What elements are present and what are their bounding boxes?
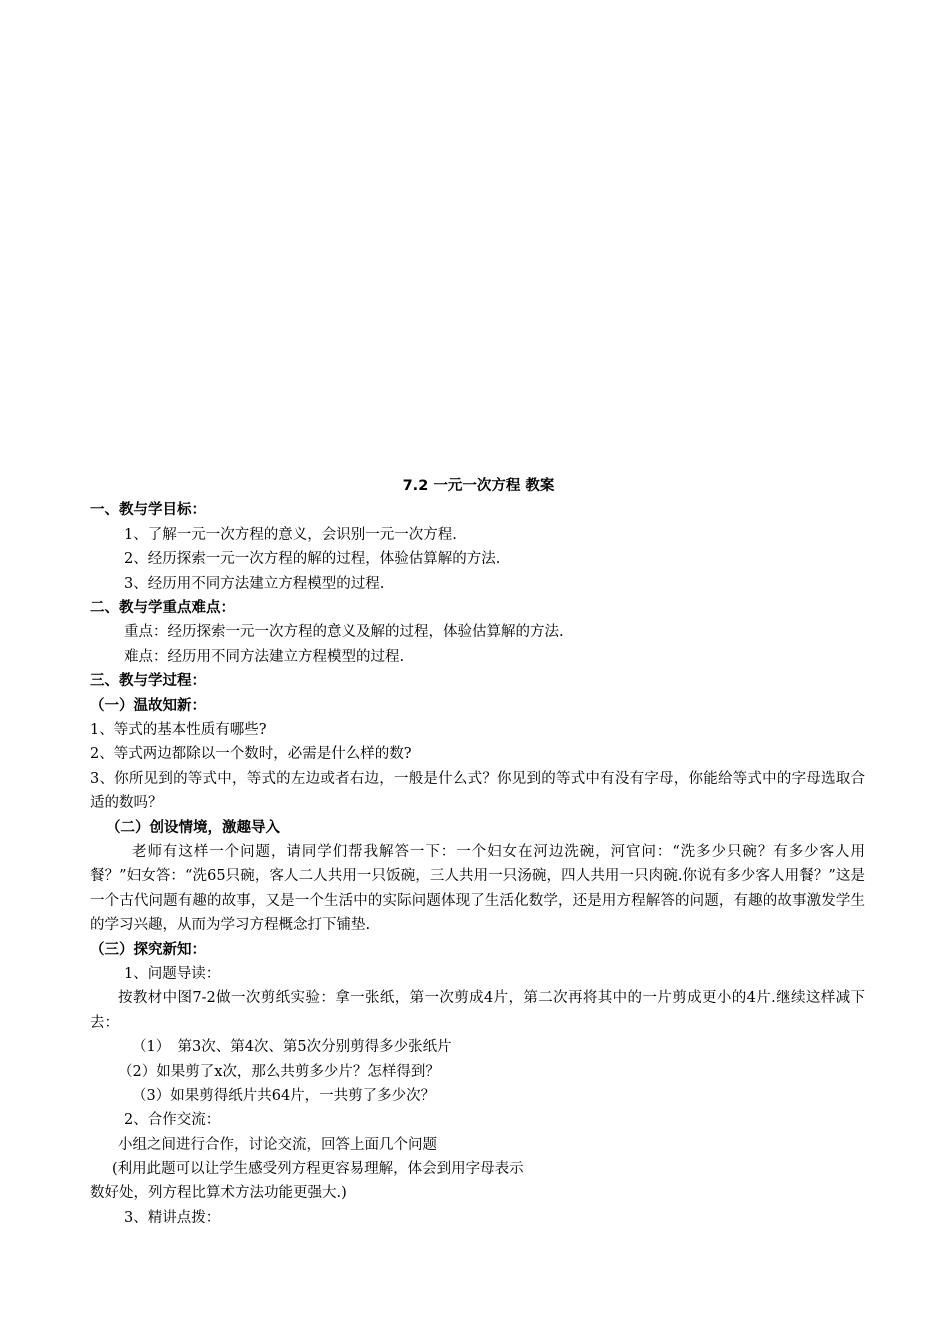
goal-item: 2、经历探索一元一次方程的解的过程，体验估算解的方法. (124, 551, 501, 568)
experiment-question: （2）如果剪了x次，那么共剪多少片？怎样得到？ (118, 1063, 440, 1080)
explore-step-heading: 1、问题导读： (124, 965, 221, 982)
goal-item: 3、经历用不同方法建立方程模型的过程. (124, 575, 385, 592)
subsection-heading-review: （一）温故知新： (90, 697, 206, 714)
key-point: 重点：经历探索一元一次方程的意义及解的过程，体验估算解的方法. (124, 624, 564, 641)
note-text: (利用此题可以让学生感受列方程更容易理解，体会到用字母表示 (112, 1161, 524, 1178)
explore-step-heading: 3、精讲点拨： (124, 1209, 221, 1226)
section-heading-process: 三、教与学过程： (90, 673, 206, 690)
difficulty-point: 难点：经历用不同方法建立方程模型的过程. (124, 648, 405, 665)
review-question: 2、等式两边都除以一个数时，必需是什么样的数? (90, 746, 412, 763)
goal-item: 1、了解一元一次方程的意义，会识别一元一次方程. (124, 526, 457, 543)
cooperation-text: 小组之间进行合作，讨论交流，回答上面几个问题 (118, 1136, 437, 1153)
experiment-question: （3）如果剪得纸片共64片，一共剪了多少次？ (132, 1087, 436, 1104)
explore-step-heading: 2、合作交流： (124, 1112, 221, 1129)
note-text: 数好处，列方程比算术方法功能更强大.) (90, 1185, 347, 1202)
section-heading-key-points: 二、教与学重点难点： (90, 599, 235, 616)
review-question: 1、等式的基本性质有哪些? (90, 721, 267, 738)
review-question: 3、你所见到的等式中，等式的左边或者右边，一般是什么式？你见到的等式中有没有字母，你能给等式中的字母选取合适的数吗？ (90, 770, 865, 812)
experiment-paragraph: 按教材中图7-2做一次剪纸实验：拿一张纸，第一次剪成4片，第二次再将其中的一片剪成更小的4片.继续这样减下去： (90, 990, 865, 1031)
experiment-question: （1） 第3次、第4次、第5次分别剪得多少张纸片 (132, 1039, 452, 1056)
section-heading-goals: 一、教与学目标： (90, 502, 206, 519)
document-title: 7.2 一元一次方程 教案 (402, 478, 555, 494)
subsection-heading-explore: （三）探究新知： (90, 941, 206, 958)
scenario-paragraph: 老师有这样一个问题，请同学们帮我解答一下：一个妇女在河边洗碗，河官问：“洗多少只碗？有多少客人用餐？”妇女答：“洗65只碗，客人二人共用一只饭碗，三人共用一只汤碗，四人共用一只肉碗.你说有多少客人用餐？”这是一个古代问题有趣的故事，又是一个生活中的实际问题体现了生活化数学，还是用方程解答的问题，有趣的故事激发学生的学习兴趣，从而为学习方程概念打下铺垫. (90, 843, 865, 934)
lesson-plan (90, 474, 865, 1230)
subsection-heading-scenario: （二）创设情境，激趣导入 (106, 819, 280, 836)
